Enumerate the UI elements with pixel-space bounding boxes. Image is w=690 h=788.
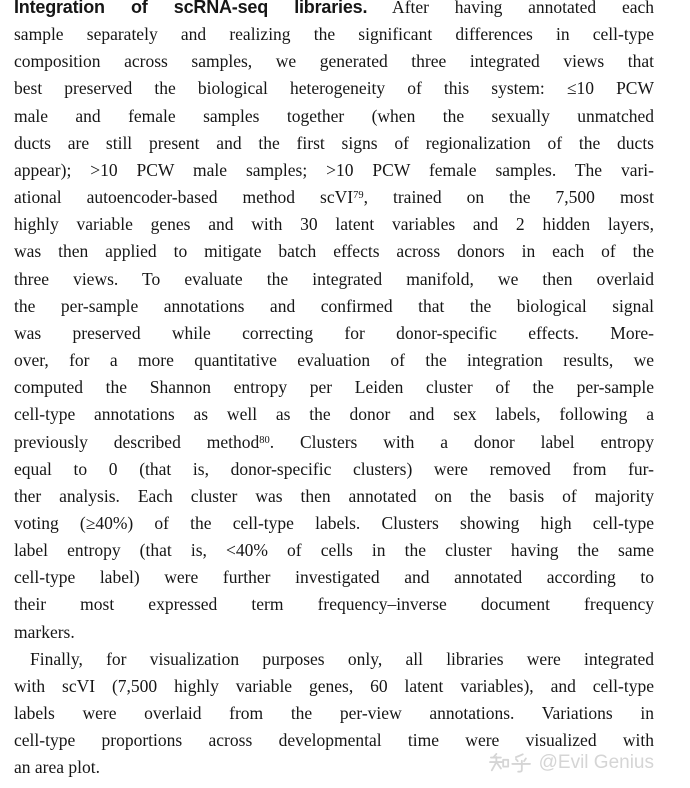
text-line: [14, 646, 654, 673]
text-line: [14, 75, 654, 102]
text-segment: an area plot.: [14, 757, 100, 778]
text-segment: ther analysis. Each cluster was then annotated on the basis of majority: [14, 485, 654, 506]
text-segment: sample separately and realizing the significant differences in cell-type: [14, 24, 654, 45]
text-segment: equal to 0 (that is, donor-specific clusters) were removed from fur-: [14, 458, 654, 479]
text-line: [14, 48, 654, 75]
text-line: [14, 347, 654, 374]
text-segment: ducts are still present and the first signs of regionalization of the ducts: [14, 132, 654, 153]
text-segment: composition across samples, we generated three integrated views that: [14, 51, 654, 72]
text-line: [14, 211, 654, 238]
text-segment: cell-type label) were further investigated and annotated according to: [14, 567, 654, 588]
text-segment: , trained on the 7,500 most: [363, 187, 654, 208]
text-line: [14, 673, 654, 700]
text-segment: was then applied to mitigate batch effects across donors in each of the: [14, 241, 654, 262]
text-segment: highly variable genes and with 30 latent variables and 2 hidden layers,: [14, 214, 654, 235]
text-segment: Finally, for visualization purposes only, all libraries were integrated: [30, 648, 654, 669]
text-segment: label entropy (that is, <40% of cells in the cluster having the same: [14, 540, 654, 561]
text-line: [14, 700, 654, 727]
text-segment: male and female samples together (when the sexually unmatched: [14, 105, 654, 126]
text-line: [14, 591, 654, 618]
text-line: [14, 130, 654, 157]
text-line: [14, 266, 654, 293]
text-segment: was preserved while correcting for donor-specific effects. More-: [14, 322, 654, 343]
text-line: [14, 456, 654, 483]
text-segment: the per-sample annotations and confirmed that the biological signal: [14, 295, 654, 316]
text-segment: with scVI (7,500 highly variable genes, 60 latent variables), and cell-type: [14, 675, 654, 696]
text-segment: their most expressed term frequency–inverse document frequency: [14, 594, 654, 615]
text-segment: labels were overlaid from the per-view annotations. Variations in: [14, 703, 654, 724]
text-line: [14, 401, 654, 428]
superscript-reference: 79: [353, 190, 364, 202]
text-segment: over, for a more quantitative evaluation of the integration results, we: [14, 350, 654, 371]
text-line: [14, 0, 654, 21]
text-line: [14, 374, 654, 401]
text-line: [14, 429, 654, 456]
text-line: [14, 727, 654, 754]
text-segment: cell-type annotations as well as the donor and sex labels, following a: [14, 404, 654, 425]
zhihu-logo-icon: [489, 753, 531, 773]
text-line: [14, 619, 654, 646]
text-segment: previously described method: [14, 431, 260, 452]
text-line: [14, 293, 654, 320]
text-line: [14, 564, 654, 591]
text-segment: . Clusters with a donor label entropy: [269, 431, 654, 452]
watermark-handle: @Evil Genius: [538, 752, 654, 773]
text-line: [14, 103, 654, 130]
superscript-reference: 80: [259, 434, 270, 446]
text-line: [14, 184, 654, 211]
text-line: [14, 537, 654, 564]
text-line: [14, 510, 654, 537]
text-segment: three views. To evaluate the integrated manifold, we then overlaid: [14, 268, 654, 289]
text-segment: computed the Shannon entropy per Leiden cluster of the per-sample: [14, 377, 654, 398]
text-segment: best preserved the biological heterogeneity of this system: ≤10 PCW: [14, 78, 654, 99]
text-line: [14, 238, 654, 265]
text-segment: ational autoencoder-based method scVI: [14, 187, 354, 208]
watermark: [489, 752, 654, 774]
text-segment: voting (≥40%) of the cell-type labels. Clusters showing high cell-type: [14, 512, 654, 533]
text-line: [14, 483, 654, 510]
section-heading: Integration of scRNA-seq libraries.: [14, 0, 368, 17]
text-line: [14, 320, 654, 347]
text-line: [14, 21, 654, 48]
text-segment: markers.: [14, 621, 75, 642]
text-segment: After having annotated each: [367, 0, 654, 17]
text-segment: appear); >10 PCW male samples; >10 PCW female samples. The vari-: [14, 159, 654, 180]
article-text: [14, 0, 654, 782]
text-line: [14, 157, 654, 184]
text-segment: cell-type proportions across developmental time were visualized with: [14, 730, 654, 751]
